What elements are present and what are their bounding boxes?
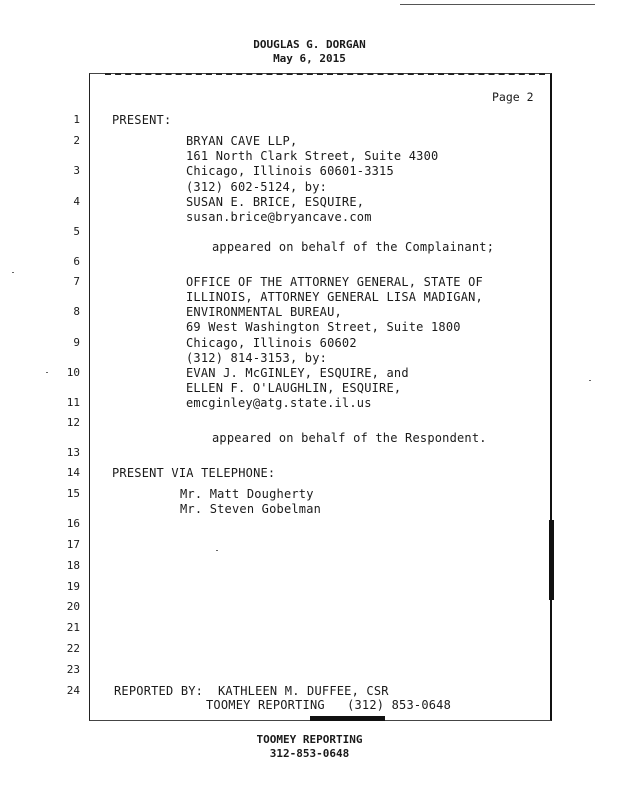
- line-number: 6: [73, 255, 80, 268]
- line-number: 18: [66, 559, 80, 572]
- line-number: 9: [73, 336, 80, 349]
- reporter-line: REPORTED BY: KATHLEEN M. DUFFEE, CSR: [114, 684, 389, 698]
- line-number: 4: [73, 195, 80, 208]
- telephone-heading: PRESENT VIA TELEPHONE:: [112, 466, 276, 480]
- line-number: 20: [66, 600, 80, 613]
- scan-speck: [46, 372, 48, 373]
- reporter-company-line: TOOMEY REPORTING (312) 853-0648: [206, 698, 452, 712]
- line-number: 17: [66, 538, 80, 551]
- deponent-name: DOUGLAS G. DORGAN: [253, 38, 366, 51]
- line-number: 5: [73, 225, 80, 238]
- complainant-appearance: appeared on behalf of the Complainant;: [212, 240, 495, 254]
- line-number: 2: [73, 134, 80, 147]
- deposition-date: May 6, 2015: [273, 52, 346, 65]
- scan-speck: [216, 550, 218, 551]
- respondent-address-line1: 69 West Washington Street, Suite 1800: [186, 320, 461, 334]
- footer-phone: 312-853-0648: [269, 747, 350, 760]
- line-number: 15: [66, 487, 80, 500]
- line-number: 16: [66, 517, 80, 530]
- line-number: 24: [66, 684, 80, 697]
- scan-artifact-line: [400, 4, 595, 5]
- scan-artifact-bar: [549, 520, 554, 600]
- respondent-address-line2: Chicago, Illinois 60602: [186, 336, 357, 350]
- telephone-attendee: Mr. Matt Dougherty: [180, 487, 314, 501]
- line-number: 23: [66, 663, 80, 676]
- line-number: 10: [66, 366, 80, 379]
- line-number: 1: [73, 113, 80, 126]
- line-number: 13: [66, 446, 80, 459]
- respondent-office-line2: ILLINOIS, ATTORNEY GENERAL LISA MADIGAN,: [186, 290, 483, 304]
- complainant-phone: (312) 602-5124, by:: [186, 180, 328, 194]
- line-number: 8: [73, 305, 80, 318]
- respondent-office-line3: ENVIRONMENTAL BUREAU,: [186, 305, 342, 319]
- respondent-office-line1: OFFICE OF THE ATTORNEY GENERAL, STATE OF: [186, 275, 483, 289]
- page-number: Page 2: [492, 90, 534, 104]
- scan-artifact-bar-bottom: [310, 716, 385, 721]
- scan-speck: [12, 272, 14, 273]
- respondent-email: emcginley@atg.state.il.us: [186, 396, 372, 410]
- footer-company: TOOMEY REPORTING: [256, 733, 363, 746]
- line-number: 12: [66, 416, 80, 429]
- scan-speck: [589, 380, 591, 381]
- respondent-appearance: appeared on behalf of the Respondent.: [212, 431, 487, 445]
- frame-top-border: [105, 73, 545, 75]
- line-number: 14: [66, 466, 80, 479]
- respondent-phone: (312) 814-3153, by:: [186, 351, 328, 365]
- line-number: 21: [66, 621, 80, 634]
- line-number: 19: [66, 580, 80, 593]
- line-number: 7: [73, 275, 80, 288]
- line-number: 22: [66, 642, 80, 655]
- complainant-attorney: SUSAN E. BRICE, ESQUIRE,: [186, 195, 365, 209]
- complainant-firm: BRYAN CAVE LLP,: [186, 134, 298, 148]
- complainant-address-line2: Chicago, Illinois 60601-3315: [186, 164, 394, 178]
- respondent-attorney2: ELLEN F. O'LAUGHLIN, ESQUIRE,: [186, 381, 402, 395]
- complainant-address-line1: 161 North Clark Street, Suite 4300: [186, 149, 439, 163]
- telephone-attendee: Mr. Steven Gobelman: [180, 502, 322, 516]
- line-number: 11: [66, 396, 80, 409]
- line-number: 3: [73, 164, 80, 177]
- complainant-email: susan.brice@bryancave.com: [186, 210, 372, 224]
- present-heading: PRESENT:: [112, 113, 172, 127]
- respondent-attorney1: EVAN J. McGINLEY, ESQUIRE, and: [186, 366, 409, 380]
